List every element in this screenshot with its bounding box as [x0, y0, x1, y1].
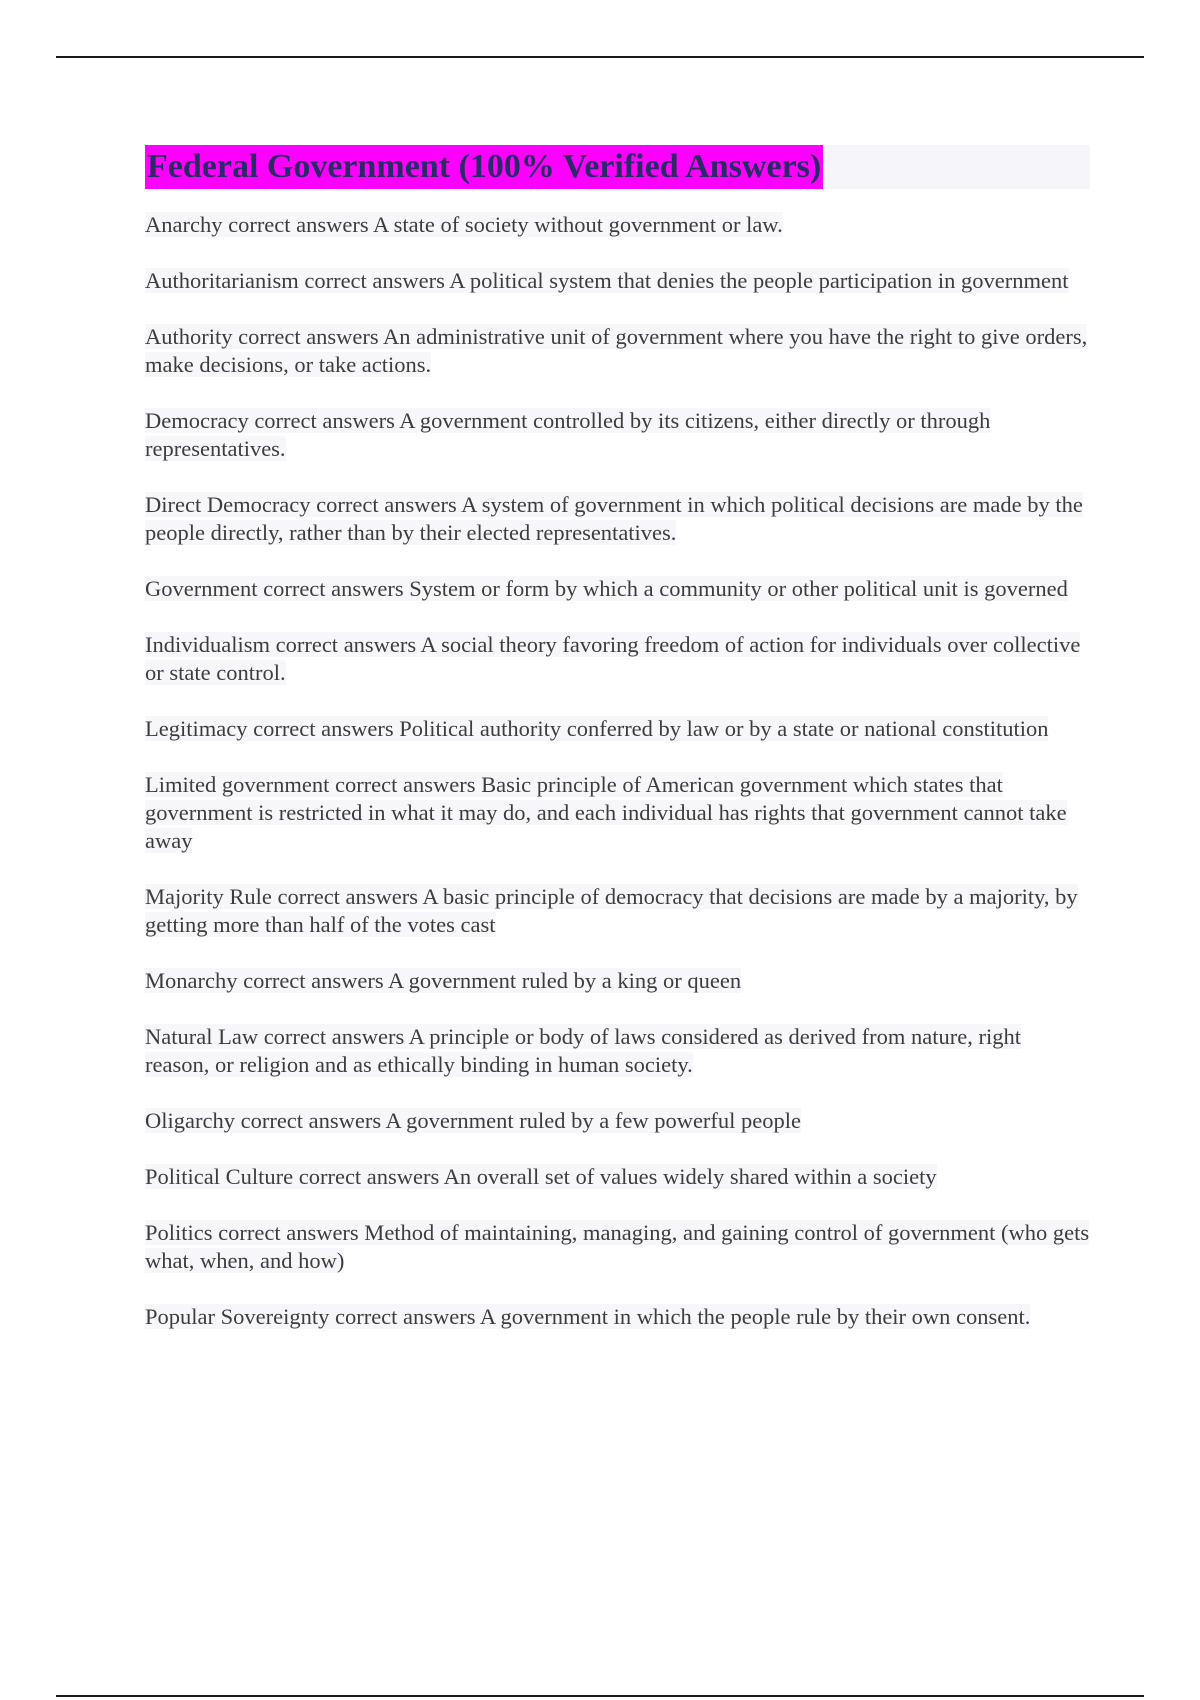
definition-entry	[145, 1023, 1090, 1079]
definition-entry	[145, 407, 1090, 463]
definition-entry	[145, 267, 1090, 295]
definition-text: Natural Law correct answers A principle or body of laws considered as derived from nature, right reason, or religion and as ethically binding in human society.	[145, 1024, 1021, 1077]
definition-entry	[145, 1163, 1090, 1191]
definition-text: Popular Sovereignty correct answers A government in which the people rule by their own consent.	[145, 1304, 1031, 1329]
definition-text: Limited government correct answers Basic principle of American government which states that government is restricted in what it may do, and each individual has rights that government cannot take away	[145, 772, 1067, 853]
definition-entry	[145, 883, 1090, 939]
definition-text: Authoritarianism correct answers A political system that denies the people participation in government	[145, 268, 1069, 293]
definition-entry	[145, 211, 1090, 239]
definition-entry	[145, 771, 1090, 855]
definition-text: Government correct answers System or form by which a community or other political unit is governed	[145, 576, 1068, 601]
definition-text: Direct Democracy correct answers A system of government in which political decisions are made by the people directly, rather than by their elected representatives.	[145, 492, 1083, 545]
definition-text: Legitimacy correct answers Political authority conferred by law or by a state or national constitution	[145, 716, 1049, 741]
definition-text: Majority Rule correct answers A basic principle of democracy that decisions are made by a majority, by getting more than half of the votes cast	[145, 884, 1078, 937]
definition-text: Oligarchy correct answers A government ruled by a few powerful people	[145, 1108, 802, 1133]
document-title: Federal Government (100% Verified Answers)	[145, 145, 823, 189]
definition-text: Democracy correct answers A government controlled by its citizens, either directly or through representatives.	[145, 408, 991, 461]
definition-entry	[145, 715, 1090, 743]
definition-entry	[145, 491, 1090, 547]
footer-rule	[56, 1695, 1144, 1697]
definition-text: Anarchy correct answers A state of society without government or law.	[145, 212, 783, 237]
definition-text: Individualism correct answers A social theory favoring freedom of action for individuals over collective or state control.	[145, 632, 1081, 685]
definition-text: Political Culture correct answers An overall set of values widely shared within a society	[145, 1164, 937, 1189]
definition-entry	[145, 631, 1090, 687]
document-body	[145, 145, 1090, 1359]
definition-text: Authority correct answers An administrative unit of government where you have the right to give orders, make decisions, or take actions.	[145, 324, 1088, 377]
header-rule	[56, 56, 1144, 58]
definition-entry	[145, 1219, 1090, 1275]
definition-entry	[145, 1303, 1090, 1331]
definition-entry	[145, 967, 1090, 995]
definition-entry	[145, 1107, 1090, 1135]
definition-entry	[145, 323, 1090, 379]
definition-text: Monarchy correct answers A government ruled by a king or queen	[145, 968, 742, 993]
definition-text: Politics correct answers Method of maintaining, managing, and gaining control of government (who gets what, when, and how)	[145, 1220, 1090, 1273]
title-bar	[145, 145, 1090, 189]
definition-entry	[145, 575, 1090, 603]
definition-list	[145, 211, 1090, 1331]
